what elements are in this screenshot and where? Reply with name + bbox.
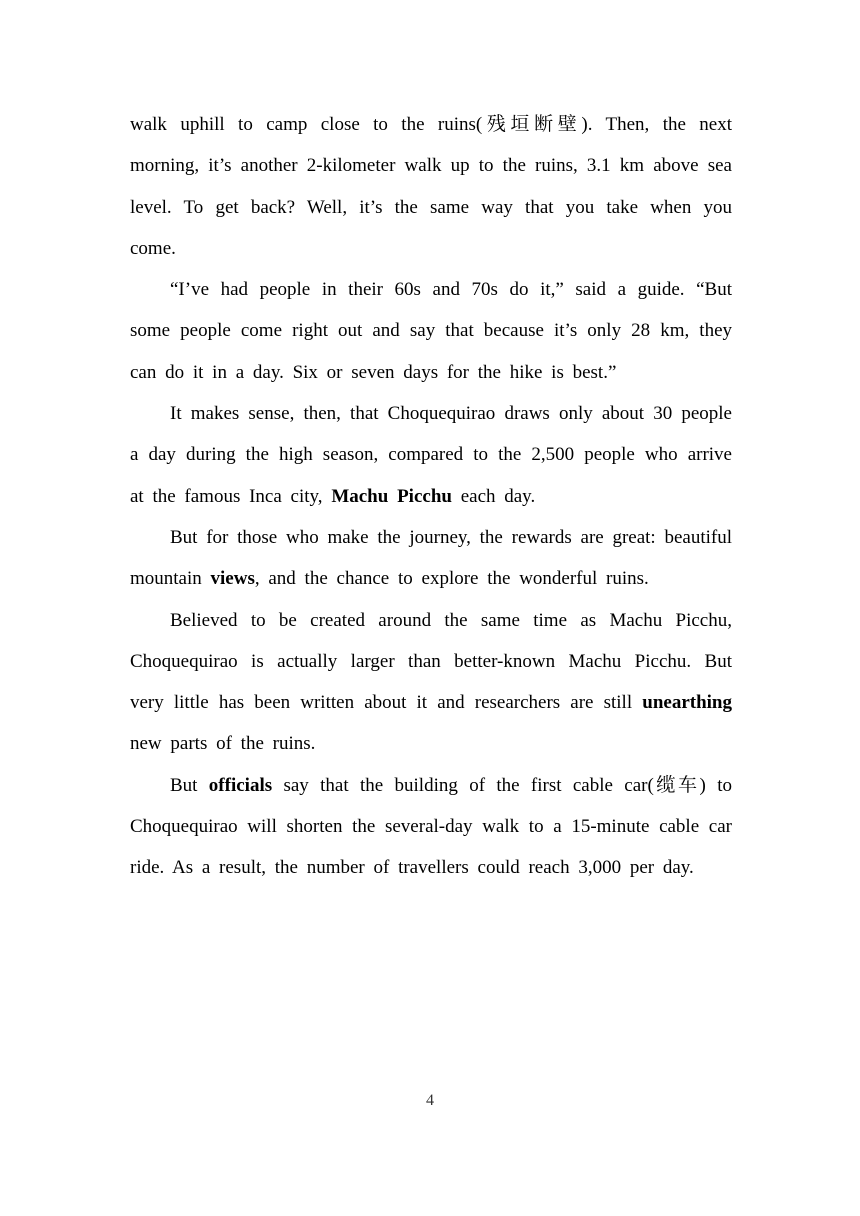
paragraph-text: Believed to be created around the same time as Machu Picchu, Choquequirao is actually larger than better-known Machu Picchu. But very little has been written about it and researchers are still [130, 609, 732, 714]
page-number: 4 [426, 1092, 434, 1109]
paragraph-text: But [170, 774, 209, 796]
paragraph-text: “I’ve had people in their 60s and 70s do it,” said a guide. “But some people come right out and say that because it’s only 28 km, they can do it in a day. Six or seven days for the hike is best.” [130, 279, 732, 383]
paragraph-p3 [130, 393, 732, 517]
paragraph-p1 [130, 104, 732, 269]
bold-keyword: views [210, 568, 255, 590]
bold-keyword: officials [208, 774, 273, 796]
paragraph-p5 [130, 600, 732, 765]
article-body [130, 104, 732, 889]
paragraph-text: But for those who make the journey, the rewards are great: beautiful mountain [130, 526, 732, 590]
paragraph-text: each day. [451, 485, 536, 507]
paragraph-p6 [130, 765, 732, 889]
bold-keyword: Machu Picchu [331, 485, 452, 507]
paragraph-text: say that the building of the first cable car(缆车) to Choquequirao will shorten the several-day walk to a 15-minute cable car ride. As a result, the number of travellers could reach 3,000 per day. [130, 774, 733, 879]
paragraph-text: new parts of the ruins. [130, 733, 316, 755]
bold-keyword: unearthing [642, 692, 732, 714]
paragraph-p2 [130, 269, 732, 393]
paragraph-text: , and the chance to explore the wonderful ruins. [254, 568, 649, 590]
paragraph-p4 [130, 517, 732, 600]
paragraph-text: walk uphill to camp close to the ruins(残垣断壁). Then, the next morning, it’s another 2-kilometer walk up to the ruins, 3.1 km above sea level. To get back? Well, it’s the same way that you take when you come. [130, 114, 732, 259]
paragraph-text: It makes sense, then, that Choquequirao draws only about 30 people a day during the high season, compared to the 2,500 people who arrive at the famous Inca city, [130, 403, 732, 507]
